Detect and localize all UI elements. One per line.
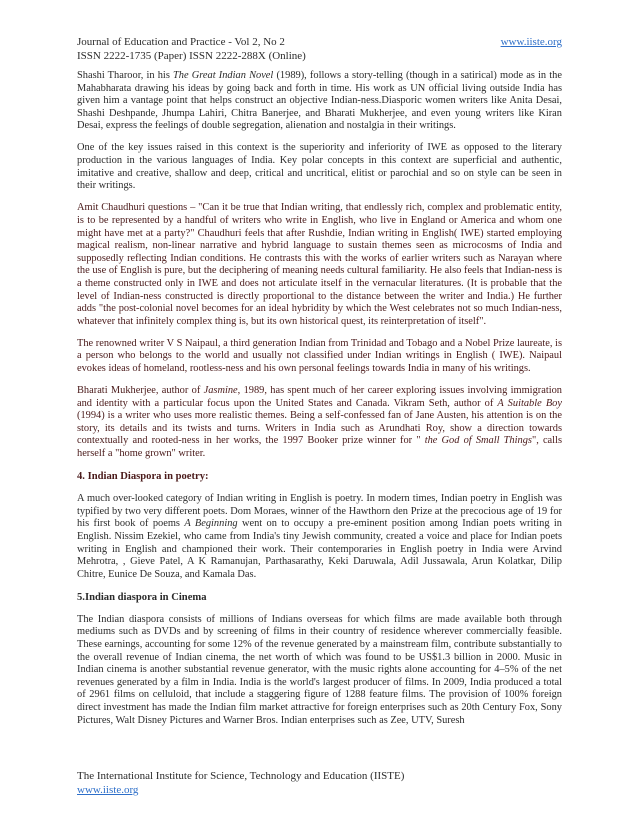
book-title: Jasmine xyxy=(203,385,238,397)
text-run: A much over-looked category of Indian writing in English is poetry. In modern times, Indian poetry in English was typified by two very different poets. Dom Moraes, winner of the Hawthorn den Prize at the precocious age of 19 for his first book of poems xyxy=(77,493,562,530)
page-footer xyxy=(77,769,562,797)
issn-line: ISSN 2222-1735 (Paper) ISSN 2222-288X (Online) xyxy=(77,50,306,62)
footer-url-link[interactable]: www.iiste.org xyxy=(77,784,139,796)
book-title: A Suitable Boy xyxy=(497,397,562,409)
body-text xyxy=(77,70,562,737)
paragraph-naipaul: The renowned writer V S Naipaul, a third generation Indian from Trinidad and Tobago and a Nobel Prize laureate, is a person who belongs to the world and usually not classified under Indian writings in English ( IWE). Naipaul evokes ideas of homeland, rootless-ness and his own personal feelings towards India in many of his writings. xyxy=(77,337,562,374)
book-title: The Great Indian Novel xyxy=(173,70,274,81)
text-run: Shashi Tharoor, in his xyxy=(77,70,174,81)
text-run: went on to occupy a pre-eminent position among Indian poets writing in English. Nissim Ezekiel, who came from India's tiny Jewish community, created a voice and place for Indian poets writing in English and championed their work. Their contemporaries in English poetry in India were Arvind Mehrotra, , Gieve Patel, A K Ramanujan, Parthasarathy, Keki Daruwala, Adil Jussawala, Arun Kolatkar, Dilip Chitre, Eunice De Souza, and Kamala Das. xyxy=(77,518,562,580)
paragraph-key-issues: One of the key issues raised in this context is the superiority and inferiority of IWE as opposed to the literary production in the various languages of India. Key polar concepts in this context are superficial and authentic, imitative and creative, shallow and deep, critical and uncritical, elitist or parochial and so on style can be seen in their writings. xyxy=(77,142,562,192)
paragraph-poetry xyxy=(77,493,562,581)
paragraph-chaudhuri: Amit Chaudhuri questions – "Can it be true that Indian writing, that endlessly rich, complex and problematic entity, is to be represented by a handful of writers who write in English, who live in England or America and whom one might have met at a party?" Chaudhuri feels that after Rushdie, Indian writing in English( IWE) started employing magical realism, non-linear narrative and hybrid language to sustain themes seen as microcosms of India and supposedly reflecting Indian conditions. He contrasts this with the works of earlier writers such as Narayan where the use of English is pure, but the deciphering of meaning needs cultural familiarity. He also feels that Indian-ness is a theme constructed only in IWE and does not articulate itself in the vernacular literatures. (It is probable that the level of Indian-ness constructed is directly proportional to the distance between the writer and India.) He further adds "the post-colonial novel becomes for an ideal hybridity by which the West celebrates not so much Indian-ness, whatever that infinitely complex thing is, but its own historical quest, its reinterpretation of itself". xyxy=(77,202,562,327)
journal-title: Journal of Education and Practice - Vol 2, No 2 xyxy=(77,36,285,48)
section-heading-poetry: 4. Indian Diaspora in poetry: xyxy=(77,471,209,483)
text-run: (1989), follows a story-telling (though in a satirical) mode as in the Mahabharata drawing his ideas by going back and forth in time. His work as UN official living outside India has given him a vantage point that helps construct an objective Indian-ness.Diasporic women writers like Anita Desai, Shashi Deshpande, Jhumpa Lahiri, Chitra Banerjee, and Bharati Mukherjee, and even young writers like Kiran Desai, express the feelings of double segregation, alienation and nostalgia in their writings. xyxy=(77,70,562,132)
paragraph-tharoor xyxy=(77,70,562,133)
book-title: A Beginning xyxy=(184,518,238,530)
text-run: Bharati Mukherjee, author of xyxy=(77,385,204,397)
text-run: (1994) is a writer who uses more realistic themes. Being a self-confessed fan of Jane Austen, his attention is on the story, its details and its twists and turns. Writers in India such as Arundhati Roy, show a direction towards contextually and rooted-ness in her works, the 1997 Booker prize winner for " xyxy=(77,410,562,447)
header-url-link[interactable]: www.iiste.org xyxy=(500,36,562,48)
book-title: the God of Small Things xyxy=(424,435,532,447)
text-run: ", calls herself a "home grown" writer. xyxy=(77,435,562,460)
paragraph-mukherjee xyxy=(77,385,562,461)
page-header xyxy=(77,35,562,63)
footer-organization: The International Institute for Science, Technology and Education (IISTE) xyxy=(77,770,405,782)
paragraph-cinema: The Indian diaspora consists of millions of Indians overseas for which films are made available both through mediums such as DVDs and by screening of films in their country of residence wherever commercially feasible. These earnings, accounting for some 12% of the revenue generated by a mainstream film, contribute substantially to the overall revenue of Indian cinema, the net worth of which was found to be US$1.3 billion in 2000. Music in Indian cinema is another substantial revenue generator, with the music rights alone accounting for 4–5% of the net revenues generated by a film in India. India is the world's largest producer of films. In 2009, India produced a total of 2961 films on celluloid, that include a staggering figure of 1288 feature films. The provision of 100% foreign direct investment has made the Indian film market attractive for foreign enterprises such as 20th Century Fox, Sony Pictures, Walt Disney Pictures and Warner Bros. Indian enterprises such as Zee, UTV, Suresh xyxy=(77,613,562,726)
section-heading-cinema: 5.Indian diaspora in Cinema xyxy=(77,591,207,603)
text-run: , 1989, has spent much of her career exploring issues involving immigration and identity with a particular focus upon the United States and Canada. Vikram Seth, author of xyxy=(77,385,562,409)
